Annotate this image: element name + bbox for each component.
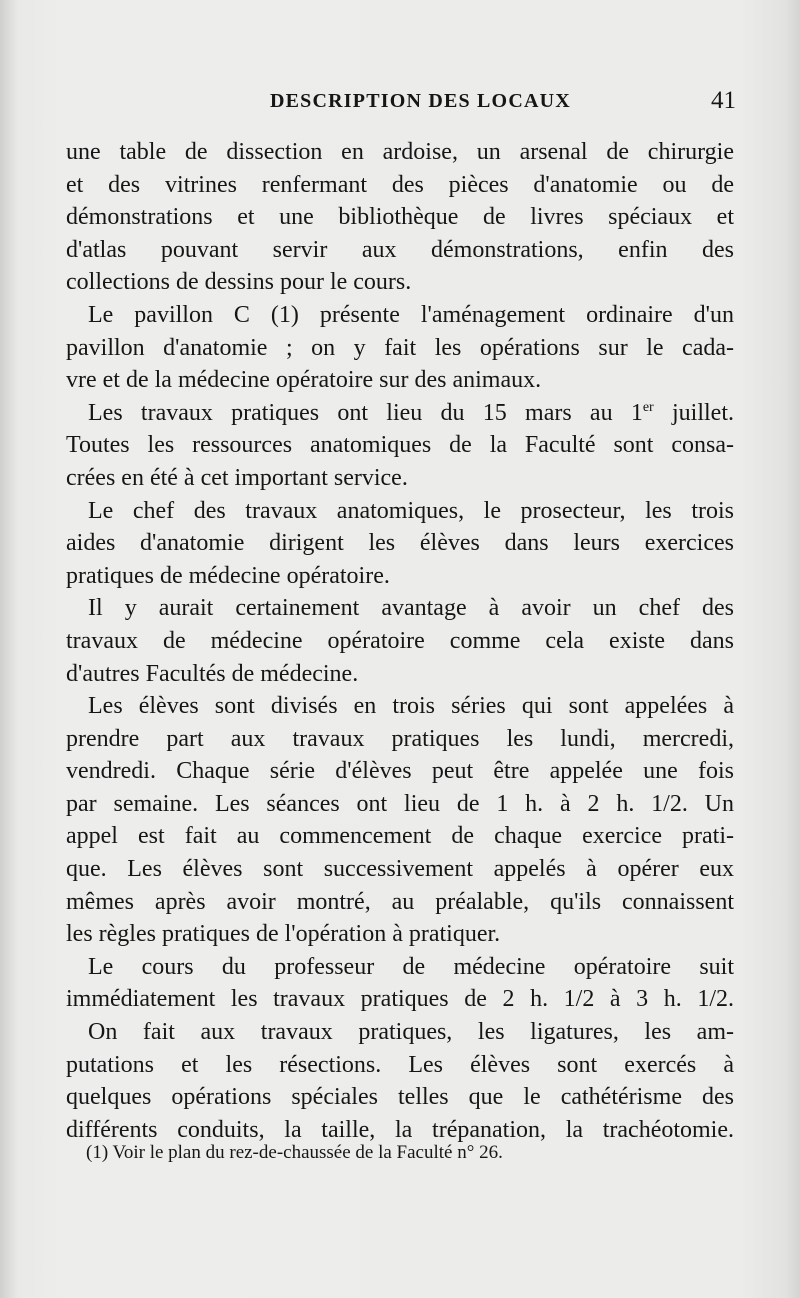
body-text <box>66 136 734 1146</box>
text-line: vendredi. Chaque série d'élèves peut être appelée une fois <box>66 758 734 785</box>
text-line: aides d'anatomie dirigent les élèves dans leurs exercices <box>66 530 734 557</box>
text-line: Le pavillon C (1) présente l'aménagement ordinaire d'un <box>88 301 734 328</box>
text-line: mêmes après avoir montré, au préalable, qu'ils connaissent <box>66 888 734 915</box>
text-segment: Les travaux pratiques ont lieu du 15 mars au 1 <box>88 399 643 426</box>
text-line: différents conduits, la taille, la trépanation, la trachéotomie. <box>66 1116 734 1143</box>
ordinal-superscript: er <box>642 399 654 415</box>
text-line: pratiques de médecine opératoire. <box>66 562 390 589</box>
text-line: que. Les élèves sont successivement appelés à opérer eux <box>66 856 734 883</box>
text-line: Le chef des travaux anatomiques, le prosecteur, les trois <box>88 497 734 524</box>
text-line: On fait aux travaux pratiques, les ligatures, les am- <box>88 1019 734 1046</box>
text-line: pavillon d'anatomie ; on y fait les opérations sur le cada- <box>66 334 734 361</box>
text-line: quelques opérations spéciales telles que le cathétérisme des <box>66 1084 734 1111</box>
text-line: travaux de médecine opératoire comme cela existe dans <box>66 627 734 654</box>
text-line: Toutes les ressources anatomiques de la Faculté sont consa- <box>66 432 734 459</box>
text-line: prendre part aux travaux pratiques les lundi, mercredi, <box>66 725 734 752</box>
text-line: putations et les résections. Les élèves sont exercés à <box>66 1051 734 1078</box>
text-segment: juillet. <box>653 399 734 426</box>
text-line: et des vitrines renfermant des pièces d'anatomie ou de <box>66 171 734 198</box>
text-line-with-superscript <box>66 397 734 430</box>
running-head: DESCRIPTION DES LOCAUX <box>270 90 571 112</box>
text-line: immédiatement les travaux pratiques de 2 h. 1/2 à 3 h. 1/2. <box>66 986 734 1013</box>
text-line: les règles pratiques de l'opération à pratiquer. <box>66 921 501 948</box>
text-line: appel est fait au commencement de chaque exercice prati- <box>66 823 734 850</box>
text-line: Les élèves sont divisés en trois séries qui sont appelées à <box>88 693 734 720</box>
text-line: démonstrations et une bibliothèque de livres spéciaux et <box>66 204 734 231</box>
text-line: d'autres Facultés de médecine. <box>66 660 359 687</box>
text-line: d'atlas pouvant servir aux démonstrations, enfin des <box>66 236 734 263</box>
text-line: crées en été à cet important service. <box>66 464 408 491</box>
text-line: Le cours du professeur de médecine opératoire suit <box>88 953 734 980</box>
page-number: 41 <box>711 87 736 114</box>
text-line: vre et de la médecine opératoire sur des animaux. <box>66 367 542 394</box>
page-header <box>66 87 736 120</box>
text-line: collections de dessins pour le cours. <box>66 269 412 296</box>
text-line: une table de dissection en ardoise, un arsenal de chirurgie <box>66 139 734 165</box>
text-line: par semaine. Les séances ont lieu de 1 h. à 2 h. 1/2. Un <box>66 790 734 817</box>
text-line: Il y aurait certainement avantage à avoir un chef des <box>88 595 734 622</box>
footnote: (1) Voir le plan du rez-de-chaussée de la Faculté n° 26. <box>86 1142 503 1163</box>
